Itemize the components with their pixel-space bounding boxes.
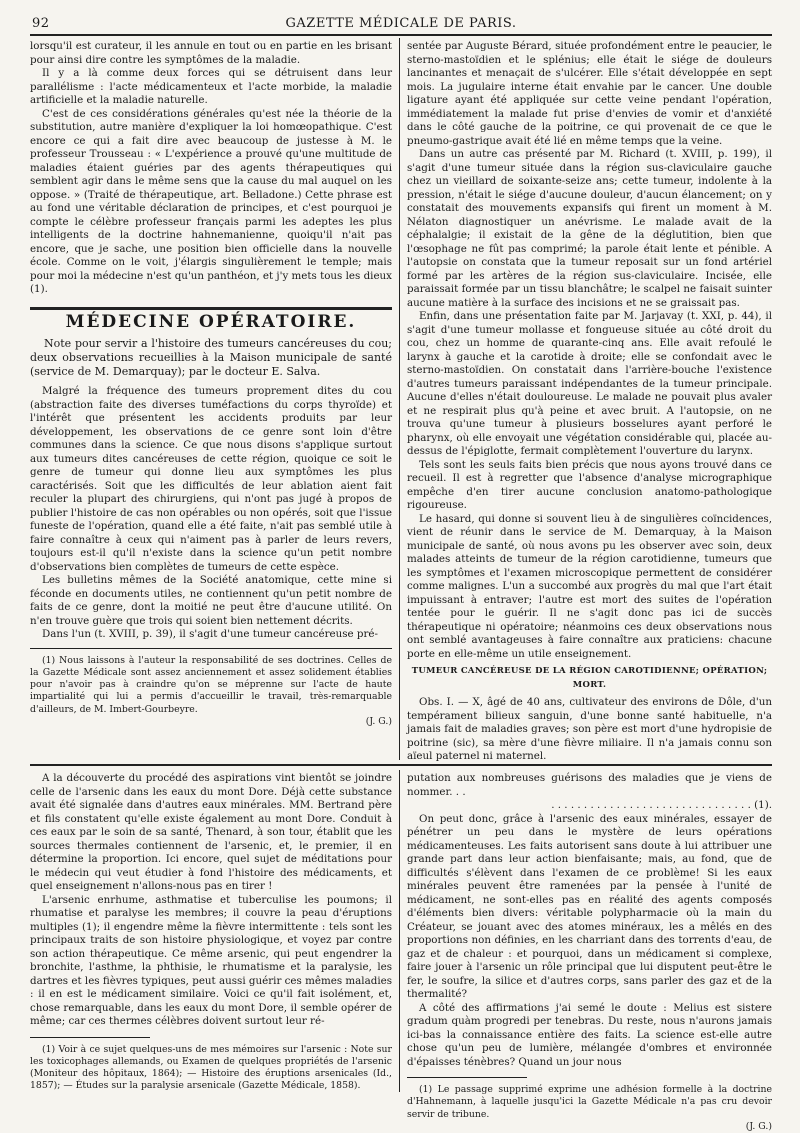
footnote-rule xyxy=(30,1037,150,1038)
paragraph: Dans l'un (t. XVIII, p. 39), il s'agit d'une tumeur cancéreuse pré- xyxy=(42,628,378,640)
paragraph: sentée par Auguste Bérard, située profondément entre le peaucier, le sterno-mastoïdien et le splénius; elle était le siége de douleurs lancinantes et menaçait de s'ulcérer. Elle s'était développée en sept mois. La jugulaire interne était envahie par le cancer. Une double ligature ayant été appliquée sur cette veine pendant l'opération, immédiatement la malade fut prise d'envies de vomir et d'anxiété dans le côté gauche de la poitrine, ce qui provenait de ce que le pneumo-gastrique avait été lié en même temps que la veine. xyxy=(407,40,772,147)
footnote-signature: (J. G.) xyxy=(365,715,392,727)
journal-title: GAZETTE MÉDICALE DE PARIS. xyxy=(285,16,517,31)
observation-subheading xyxy=(407,665,772,692)
bottom-left-column xyxy=(30,772,392,1094)
footnote-text: (1) Le passage supprimé exprime une adhésion formelle à la doctrine d'Hahnemann, à laquelle jusqu'ici la Gazette Médicale n'a pas cru devoir servir de tribune. xyxy=(407,1084,772,1120)
section-divider xyxy=(30,764,772,766)
footnote-rule xyxy=(407,1077,527,1078)
footnote-text: (1) Voir à ce sujet quelques-uns de mes mémoires sur l'arsenic : Note sur les toxicophages allemands, ou Examen de quelques propriétés de l'arsenic (Moniteur des hôpitaux, 1864); — Histoire des éruptions arsenicales (Id., 1857); — Études sur la paralysie arsenicale (Gazette Médicale, 1858). xyxy=(30,1043,392,1092)
footnote-rule xyxy=(30,648,392,649)
paragraph: lorsqu'il est curateur, il les annule en tout ou en partie en les brisant pour ainsi dire contre les symptômes de la maladie. xyxy=(30,40,392,66)
section-title: MÉDECINE OPÉRATOIRE. xyxy=(65,311,357,332)
header-rule xyxy=(30,34,772,36)
footnote-signature: (J. G.) xyxy=(745,1120,772,1132)
footnote xyxy=(30,655,392,729)
paragraph: A côté des affirmations j'ai semé le doute : Melius est sistere gradum quàm progredi per tenebras. Du reste, nous n'aurons jamais ici-bas la connaissance entière des faits. La science est-elle autre chose qu'un peu de lumière, mélangée d'ombres et environnée d'épaisses ténèbres? Quand un jour nous xyxy=(407,1001,772,1068)
article-title: Note pour servir a l'histoire des tumeurs cancéreuses du cou; deux observations recueillies à la Maison municipale de santé (service de M. Demarquay); par le docteur E. Salva. xyxy=(30,337,392,378)
footnote-text: (1) Nous laissons à l'auteur la responsabilité de ses doctrines. Celles de la Gazette Médicale sont assez anciennement et assez solidement établies pour n'avoir pas à craindre qu'on se méprenne sur l'acte de haute impartialité qui lui a permis d'accueillir le travail, très-remarquable d'ailleurs, de M. Imbert-Gourbeyre. xyxy=(30,654,392,715)
paragraph: Obs. I. — X, âgé de 40 ans, cultivateur des environs de Dôle, d'un tempérament bilieux sanguin, d'une bonne santé habituelle, n'a jamais fait de maladies graves; son père est mort d'une hydropisie de poitrine (sic), sa mère d'une fièvre miliaire. Il n'a jamais connu son aïeul paternel ni maternel. xyxy=(407,696,772,762)
paragraph: On peut donc, grâce à l'arsenic des eaux minérales, essayer de pénétrer un peu dans le mystère de leurs opérations médicamenteuses. Les faits autorisent sans doute à lui attribuer une grande part dans leur action bienfaisante; mais, au fond, que de difficultés s'élèvent dans l'examen de ce problème! Si les eaux minérales peuvent être ramenées par la pensée à l'unité de médicament, ne sont-elles pas en réalité des agents composés d'éléments bien divers: véritable polypharmacie où la main du Créateur, se jouant avec des atomes minéraux, les a mêlés en des proportions non définies, en les charriant dans des torrents d'eau, de gaz et de chaleur : et pourquoi, dans un médicament si complexe, faire jouer à l'arsenic un rôle principal que lui disputent peut-être le fer, le soufre, la silice et d'autres corps, sans parler des gaz et de la thermalité? xyxy=(407,812,772,1000)
paragraph: L'arsenic enrhume, asthmatise et tuberculise les poumons; il rhumatise et paralyse les membres; il couvre la peau d'éruptions multiples (1); il engendre même la fièvre intermittente : tels sont les principaux traits de son histoire physiologique, et voyez par contre son action thérapeutique. Ce même arsenic, qui peut engendrer la bronchite, l'asthme, la phthisie, le rhumatisme et la paralysie, les dartres et les fièvres typiques, peut aussi guérir ces mêmes maladies : il en est le médicament similaire. Voici ce qu'il fait isolément, et, chose remarquable, dans les eaux du mont Dore, il semble opérer de même; car ces thermes célèbres doivent surtout leur ré- xyxy=(30,893,392,1027)
paragraph: Les bulletins mêmes de la Société anatomique, cette mine si féconde en documents utiles, ne contiennent qu'un petit nombre de faits de ce genre, dont la moitié ne peut être d'aucune utilité. On n'en trouve guère que trois qui soient bien nettement décrits. xyxy=(30,574,392,627)
page-header xyxy=(30,14,772,34)
paragraph: putation aux nombreuses guérisons des maladies que je viens de nommer. . . xyxy=(407,772,772,798)
article-heading xyxy=(30,337,392,379)
subheading-line: MORT. xyxy=(572,679,607,690)
subheading-line: TUMEUR CANCÉREUSE DE LA RÉGION CAROTIDIENNE; OPÉRATION; xyxy=(411,666,768,676)
top-left-column xyxy=(30,40,392,762)
column-divider-top xyxy=(399,38,400,760)
footnote xyxy=(30,1044,392,1093)
paragraph: C'est de ces considérations générales qu'est née la théorie de la substitution, autre manière d'expliquer la loi homœopathique. C'est encore ce qui a fait dire avec beaucoup de justesse à M. le professeur Trousseau : « L'expérience a prouvé qu'une multitude de maladies étaient guéries par des agents thérapeutiques qui semblent agir dans le même sens que la cause du mal auquel on les oppose. » (Traité de thérapeutique, art. Belladone.) Cette phrase est au fond une véritable déclaration de principes, et c'est pourquoi je compte le célèbre professeur français parmi les adeptes les plus intelligents de la doctrine hahnemanienne, quoiqu'il n'ait pas encore, que je sache, une position bien officielle dans la nouvelle école. Comme on le voit, j'élargis singulièrement le temple; mais pour moi la médecine n'est qu'un panthéon, et j'y mets tous les dieux (1). xyxy=(30,107,392,295)
paragraph: Il y a là comme deux forces qui se détruisent dans leur parallélisme : l'acte médicamenteux et l'acte morbide, la maladie artificielle et la maladie naturelle. xyxy=(30,67,392,106)
paragraph: Malgré la fréquence des tumeurs proprement dites du cou (abstraction faite des diverses tuméfactions du corps thyroïde) et l'intérêt que présentent les accidents produits par leur développement, les observations de ce genre sont loin d'être communes dans la science. Ce que nous disons s'applique surtout aux tumeurs dites cancéreuses de cette région, quoique ce soit le genre de tumeur qui donne lieu aux symptômes les plus caractérisés. Soit que les difficultés de leur ablation aient fait reculer la plupart des chirurgiens, qui n'ont pas jugé à propos de publier l'histoire de cas non opérables ou non opérés, soit que l'issue funeste de l'opération, quand elle a été faite, n'ait pas semblé utile à faire connaître à ceux qui n'aiment pas à parler de leurs revers, toujours est-il qu'il n'existe dans la science qu'un petit nombre d'observations bien complètes de tumeurs de cette espèce. xyxy=(30,385,392,573)
column-divider-bottom xyxy=(399,770,400,1092)
bottom-right-column xyxy=(407,772,772,1132)
paragraph: Le hasard, qui donne si souvent lieu à de singulières coïncidences, vient de réunir dans le service de M. Demarquay, à la Maison municipale de santé, où nous avons pu les observer avec soin, deux malades atteints de tumeur de la région carotidienne, tumeurs que les symptômes et l'examen microscopique permettent de considérer comme malignes. L'un a succombé aux progrès du mal que l'art était impuissant à entraver; l'autre est mort des suites de l'opération tentée pour le guérir. Il ne s'agit donc pas ici de succès thérapeutique ni opératoire; néanmoins ces deux observations nous ont semblé avantageuses à faire connaître aux praticiens: chacune porte en elle-même un utile enseignement. xyxy=(407,512,772,660)
paragraph: Enfin, dans une présentation faite par M. Jarjavay (t. XXI, p. 44), il s'agit d'une tumeur mollasse et fongueuse située au côté droit du cou, chez un homme de quarante-cinq ans. Elle avait refoulé le larynx à gauche et la carotide à droite; elle se confondait avec le sterno-mastoïdien. On constatait dans l'arrière-bouche l'existence d'autres tumeurs paraissant indépendantes de la tumeur principale. Aucune d'elles n'était douloureuse. Le malade ne pouvait plus avaler et ne respirait plus qu'à peine et avec bruit. A l'autopsie, on ne trouva qu'une tumeur à plusieurs bosselures ayant perforé le pharynx, où elle envoyait une végétation considérable qui, placée au-dessus de l'épiglotte, fermait complètement l'ouverture du larynx. xyxy=(407,310,772,457)
top-right-column xyxy=(407,40,772,762)
omission-dots: . . . . . . . . . . . . . . . . . . . . . . . . . . . . . . . (1). xyxy=(551,799,772,811)
paragraph: Dans un autre cas présenté par M. Richard (t. XVIII, p. 199), il s'agit d'une tumeur située dans la région sus-claviculaire gauche chez un vieillard de soixante-seize ans; cette tumeur, indolente à la pression, n'était le siége d'aucune douleur, d'aucun élancement; on y constatait des mouvements expansifs qui firent un moment à M. Nélaton diagnostiquer un anévrisme. Le malade avait de la céphalalgie; il existait de la gêne de la déglutition, bien que l'œsophage ne fût pas comprimé; la parole était lente et pénible. A l'autopsie on constata que la tumeur reposait sur un fond artériel formé par les artères de la région sus-claviculaire. Incisée, elle paraissait formée par un tissu blanchâtre; le scalpel ne faisait suinter aucune matière à la surface des incisions et ne se graissait pas. xyxy=(407,148,772,309)
page-number: 92 xyxy=(32,16,50,31)
paragraph: A la découverte du procédé des aspirations vint bientôt se joindre celle de l'arsenic dans les eaux du mont Dore. Déjà cette substance avait été signalée dans d'autres eaux minérales. MM. Bertrand père et fils constatent qu'elle existe également au mont Dore. Conduit à ces eaux par le soin de sa santé, Thenard, à son tour, établit que les sources thermales contiennent de l'arsenic, et, le premier, il en détermine la proportion. Ici encore, quel sujet de méditations pour le médecin qui veut étudier à fond l'histoire des médicaments, et quel enseignement n'allons-nous pas en tirer ! xyxy=(30,772,392,892)
paragraph: Tels sont les seuls faits bien précis que nous ayons trouvé dans ce recueil. Il est à regretter que l'absence d'analyse micrographique empêche d'en tirer aucune conclusion anatomo-pathologique rigoureuse. xyxy=(407,458,772,511)
double-rule xyxy=(30,307,392,310)
footnote xyxy=(407,1084,772,1133)
